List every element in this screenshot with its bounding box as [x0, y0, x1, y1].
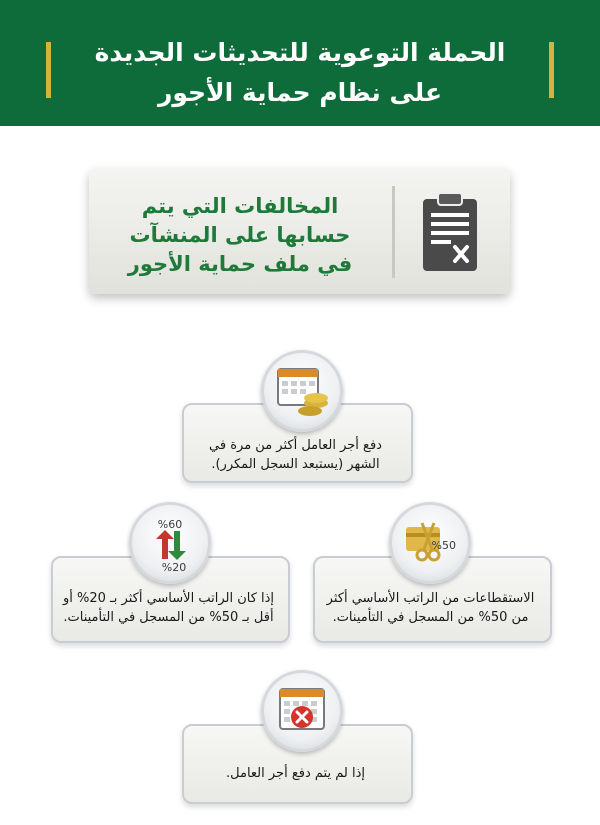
banner-heading-line1: المخالفات التي يتم	[141, 194, 339, 218]
up-down-arrows-icon	[140, 513, 200, 573]
clipboard-x-icon	[421, 191, 479, 273]
violation-icon-circle	[389, 502, 471, 584]
arrows-percent-bottom: %20	[161, 561, 187, 573]
violation-text-line: من 50% من المسجل في التأمينات.	[332, 610, 529, 625]
banner-heading-line3: في ملف حماية الأجور	[127, 252, 353, 276]
violation-icon-circle	[129, 502, 211, 584]
violation-text-line: إذا كان الراتب الأساسي أكثر بـ 20% أو	[62, 591, 275, 606]
violation-text-basic-salary	[59, 589, 278, 627]
violation-text-deductions	[321, 589, 540, 627]
violation-text-line: الاستقطاعات من الراتب الأساسي أكثر	[326, 591, 535, 606]
violation-text-line: دفع أجر العامل أكثر من مرة في	[209, 438, 382, 453]
violation-text-duplicate-payment	[192, 436, 399, 474]
violation-icon-circle	[261, 670, 343, 752]
violation-text-line: إذا لم يتم دفع أجر العامل.	[226, 766, 365, 781]
banner-heading	[95, 192, 385, 279]
card-scissors-icon	[400, 513, 460, 573]
calendar-coins-icon	[272, 361, 332, 421]
banner-divider	[392, 186, 395, 278]
header-accent-bar-left	[46, 42, 51, 98]
violation-text-unpaid-wage	[192, 764, 399, 783]
card-scissors-percent: %50	[431, 539, 456, 552]
calendar-x-icon	[272, 681, 332, 741]
violation-icon-circle	[261, 350, 343, 432]
violation-text-line: أقل بـ 50% من المسجل في التأمينات.	[63, 610, 274, 625]
banner-heading-line2: حسابها على المنشآت	[129, 223, 351, 247]
arrows-percent-top: %60	[157, 518, 183, 531]
header-title-line2: على نظام حماية الأجور	[157, 78, 443, 107]
header-accent-bar-right	[549, 42, 554, 98]
header-title-line1: الحملة التوعوية للتحديثات الجديدة	[94, 38, 506, 67]
violation-text-line: الشهر (يستبعد السجل المكرر).	[211, 457, 380, 472]
